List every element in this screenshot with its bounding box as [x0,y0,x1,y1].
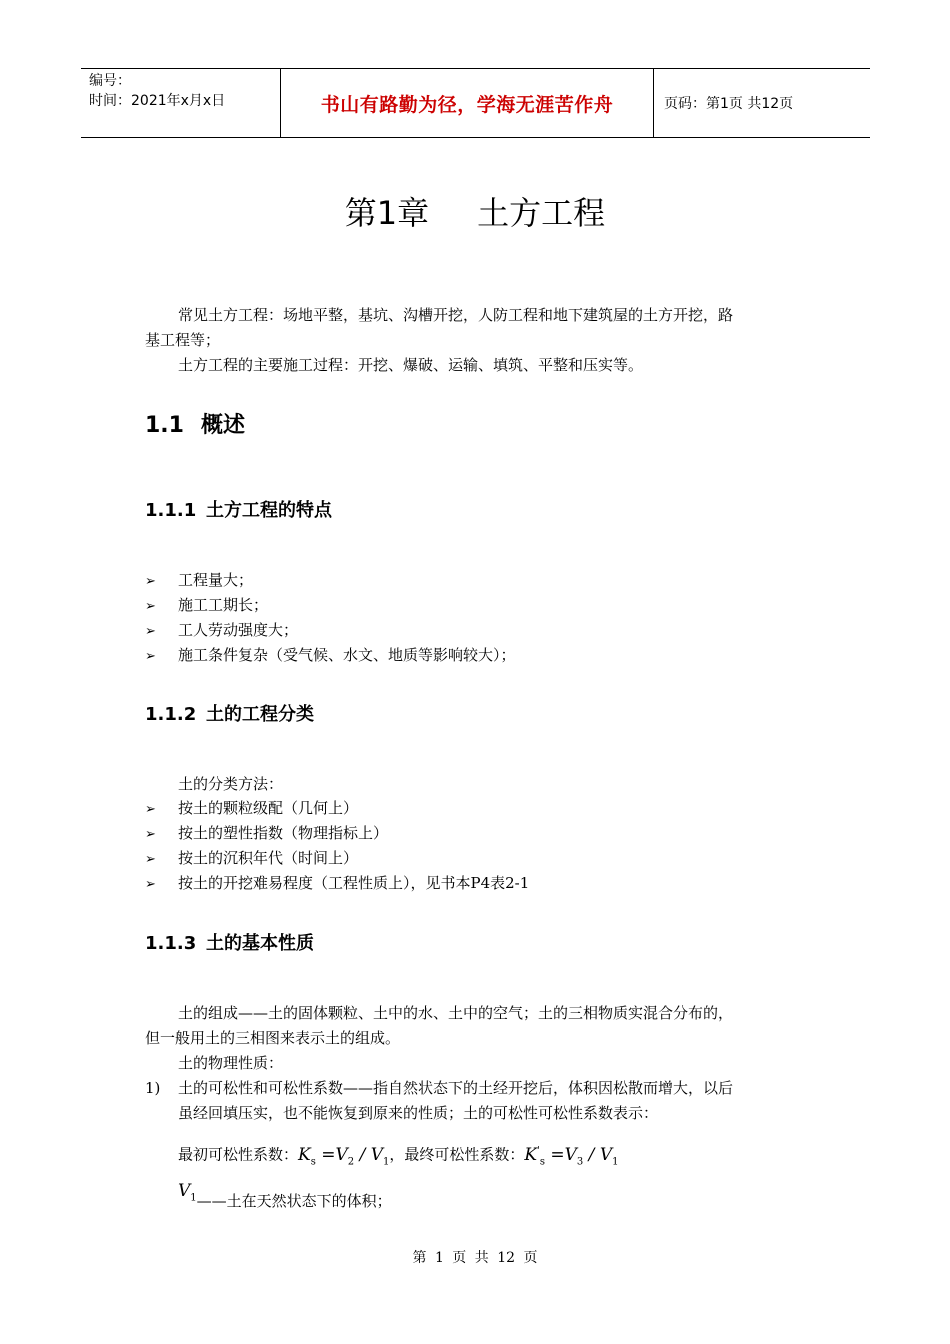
section-1-1-1-heading [145,496,332,522]
header-table [81,68,870,138]
section-number: 1.1 [145,413,184,438]
list-item: ➢ 施工条件复杂（受气候、水文、地质等影响较大）； [145,646,516,664]
list-item: ➢ 工人劳动强度大； [145,621,299,639]
section-1-1-heading [145,408,245,439]
header-number-label: 编号： [89,73,131,89]
section-number: 1.1.2 [145,704,197,725]
arrow-bullet-icon: ➢ [145,574,156,589]
formula-label-initial: 最初可松性系数： [178,1145,299,1164]
list-item: ➢ 按土的塑性指数（物理指标上） [145,824,389,842]
arrow-bullet-icon: ➢ [145,624,156,639]
intro-p1-line2: 基工程等； [145,331,221,349]
section-1-1-2-heading [145,700,314,726]
section-1-1-3-heading [145,929,314,955]
list-item: ➢ 按土的开挖难易程度（工程性质上），见书本P4表2-1 [145,874,530,892]
header-page-info: 页码：第1页 共12页 [664,96,794,112]
header-motto: 书山有路勤为径，学海无涯苦作舟 [281,69,654,137]
formula-label-final: ，最终可松性系数： [389,1145,525,1164]
looseness-line2: 虽经回填压实，也不能恢复到原来的性质；土的可松性可松性系数表示： [178,1104,659,1122]
composition-line2: 但一般用土的三相图来表示土的组成。 [145,1029,401,1047]
header-left-cell [81,69,281,137]
chapter-name: 土方工程 [477,194,606,232]
formula-final-coefficient: $K'_s =V_3 / V_1$ [524,1144,619,1168]
section-title: 土方工程的特点 [206,500,332,521]
v1-description: ——土在天然状态下的体积； [196,1192,392,1210]
arrow-bullet-icon: ➢ [145,802,156,817]
classification-lead: 土的分类方法： [178,775,284,793]
intro-p2: 土方工程的主要施工过程：开挖、爆破、运输、填筑、平整和压实等。 [178,356,644,374]
list-item: ➢ 工程量大； [145,571,254,589]
header-time-label: 时间：2021年x月x日 [89,93,226,109]
looseness-line1: 土的可松性和可松性系数——指自然状态下的土经开挖后，体积因松散而增大，以后 [178,1079,734,1097]
list-item: ➢ 施工工期长； [145,596,269,614]
arrow-bullet-icon: ➢ [145,649,156,664]
page-footer: 第 1 页 共 12 页 [412,1250,538,1266]
section-title: 土的基本性质 [206,933,314,954]
list-item: ➢ 按土的沉积年代（时间上） [145,849,359,867]
arrow-bullet-icon: ➢ [145,852,156,867]
item-number: 1) [145,1079,161,1097]
intro-p1-line1: 常见土方工程：场地平整，基坑、沟槽开挖，人防工程和地下建筑屋的土方开挖，路 [178,306,734,324]
v1-symbol: $V_1$ [178,1181,197,1204]
chapter-number: 第1章 [344,194,430,232]
composition-line1: 土的组成——土的固体颗粒、土中的水、土中的空气；土的三相物质实混合分布的， [178,1004,734,1022]
section-number: 1.1.1 [145,500,197,521]
physical-properties-lead: 土的物理性质： [178,1054,284,1072]
looseness-formula [178,1136,618,1177]
arrow-bullet-icon: ➢ [145,827,156,842]
section-title: 土的工程分类 [206,704,314,725]
v1-definition [178,1181,392,1223]
list-item: ➢ 按土的颗粒级配（几何上） [145,799,359,817]
arrow-bullet-icon: ➢ [145,599,156,614]
section-number: 1.1.3 [145,933,197,954]
arrow-bullet-icon: ➢ [145,877,156,892]
formula-initial-coefficient: $K_s =V_2 / V_1$ [298,1144,390,1168]
chapter-title [0,188,950,234]
section-title: 概述 [201,413,246,438]
